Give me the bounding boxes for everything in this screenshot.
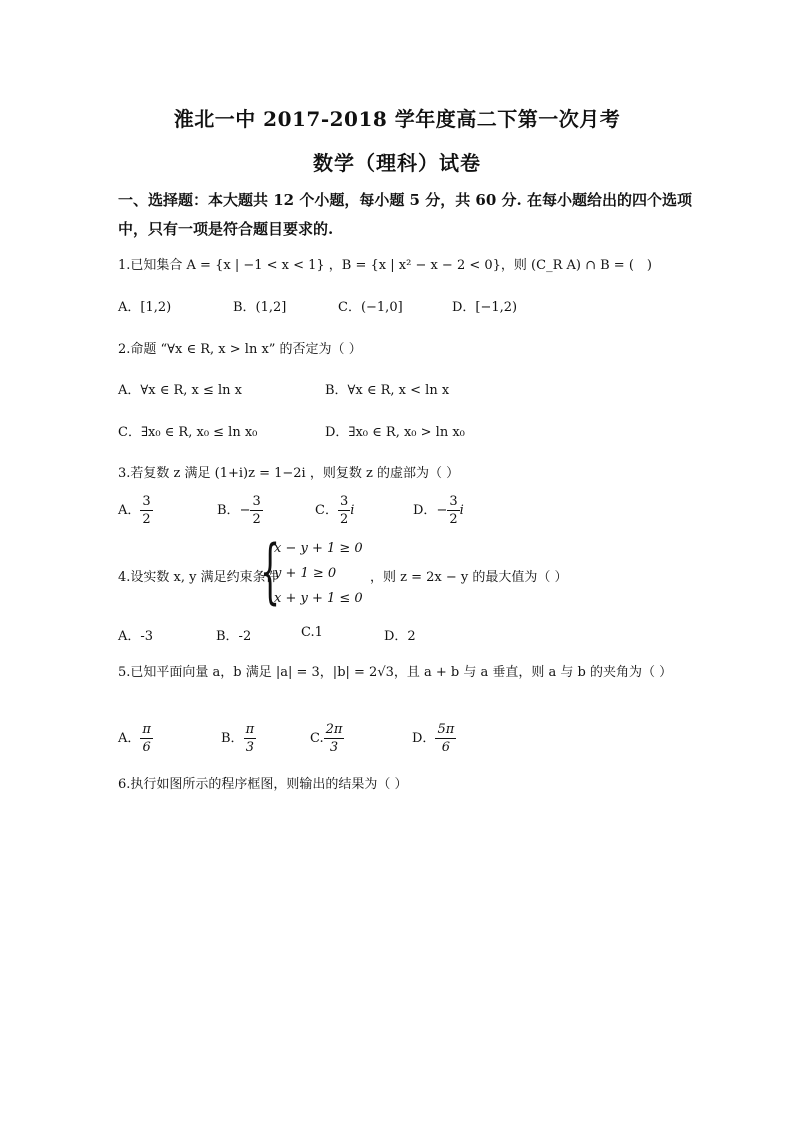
q3-option-a [118,494,153,527]
exam-subtitle: 数学（理科）试卷 [313,151,481,175]
q5-option-d-fraction [435,722,456,755]
q3-option-a-label: A． [118,503,141,518]
q5-option-c-fraction [324,722,345,755]
q5-option-b-den: 3 [245,740,254,755]
q3-option-d-label: D． [413,503,437,518]
constraint-1: x − y + 1 ≥ 0 [274,541,363,556]
q3-option-d-den: 2 [449,512,458,527]
q3-option-b-den: 2 [252,512,261,527]
q5-option-c-num: 2π [325,722,343,737]
question-3: 3.若复数 z 满足 (1+i)z = 1−2i ，则复数 z 的虚部为（ ） [118,466,460,481]
q5-option-a-num: π [142,722,151,737]
q1-option-c: C．(−1,0] [338,300,403,315]
q5-option-c [310,722,344,755]
q1-option-d: D．[−1,2) [452,300,518,315]
q3-option-b-fraction [250,494,262,527]
q5-option-a [118,722,153,755]
question-4-prefix: 4.设实数 x, y 满足约束条件 [118,570,279,585]
left-brace: { [260,530,281,612]
constraint-3: x + y + 1 ≤ 0 [274,591,363,606]
q5-option-b-fraction [244,722,257,755]
q3-option-c-num: 3 [339,494,349,509]
q3-option-b-label: B． [217,503,240,518]
q5-option-d-num: 5π [437,722,455,737]
exam-title: 淮北一中 2017-2018 学年度高二下第一次月考 [173,107,621,131]
q5-option-b-label: B． [221,731,244,746]
q5-option-a-label: A． [118,731,141,746]
q5-option-c-label: C. [310,731,324,746]
q3-option-d [413,494,464,527]
q3-option-d-suffix: i [459,503,464,518]
q3-option-c-den: 2 [339,512,349,527]
q5-option-b-num: π [245,722,255,737]
q3-option-b-num: 3 [252,494,261,509]
question-1: 1.已知集合 A = {x | −1 < x < 1} ，B = {x | x² − x − 2 < 0}，则 (C_R A) ∩ B = ( ) [118,258,652,273]
q2-option-d: D．∃x₀ ∈ R, x₀ > ln x₀ [325,425,465,440]
q3-option-d-sign: − [436,503,448,518]
q3-option-d-fraction [447,494,459,527]
q5-option-a-den: 6 [142,740,151,755]
q3-option-c [315,494,354,527]
q3-option-a-den: 2 [142,512,151,527]
q5-option-d [412,722,456,755]
q5-option-b [221,722,256,755]
q5-option-d-label: D． [412,731,436,746]
q2-option-b: B．∀x ∈ R, x < ln x [325,383,450,398]
q5-option-d-den: 6 [441,740,450,755]
constraint-system [260,530,370,612]
q2-option-c: C．∃x₀ ∈ R, x₀ ≤ ln x₀ [118,425,258,440]
question-5: 5.已知平面向量 a，b 满足 |a| = 3，|b| = 2√3，且 a + b 与 a 垂直，则 a 与 b 的夹角为（ ） [118,665,673,680]
q4-option-a: A．-3 [118,629,154,644]
question-4-suffix: ，则 z = 2x − y 的最大值为（ ） [370,570,568,585]
q3-option-b [217,494,263,527]
q4-option-d: D．2 [384,629,416,644]
question-2: 2.命题 “∀x ∈ R, x > ln x” 的否定为（ ） [118,342,362,357]
q2-option-a: A．∀x ∈ R, x ≤ ln x [118,383,242,398]
constraint-2: y + 1 ≥ 0 [274,566,337,581]
q3-option-c-label: C． [315,503,338,518]
q5-option-c-den: 3 [329,740,339,755]
q4-option-b: B．-2 [216,629,252,644]
q3-option-d-num: 3 [449,494,458,509]
q3-option-b-sign: − [239,503,251,518]
question-6: 6.执行如图所示的程序框图，则输出的结果为（ ） [118,777,408,792]
q3-option-a-fraction [140,494,152,527]
q3-option-c-fraction [338,494,350,527]
q3-option-c-suffix: i [350,503,355,518]
q4-option-c: C.1 [301,625,323,640]
q5-option-a-fraction [140,722,153,755]
section-heading: 一、选择题：本大题共 12 个小题，每小题 5 分，共 60 分. 在每小题给出的四个选项中，只有一项是符合题目要求的. [118,191,692,238]
q1-option-b: B．(1,2] [233,300,287,315]
q3-option-a-num: 3 [142,494,151,509]
q1-option-a: A．[1,2) [118,300,172,315]
